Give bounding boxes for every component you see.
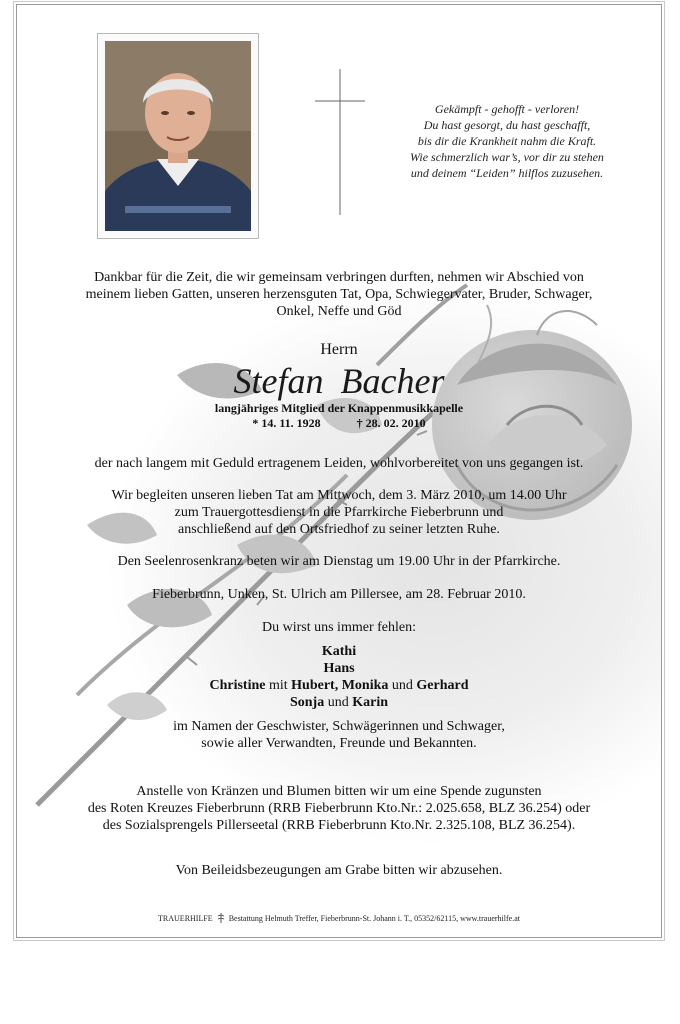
family-member: Kathi (321, 644, 357, 659)
intro-text: Dankbar für die Zeit, die wir gemeinsam verbringen durften, nehmen wir Abschied von meinem lieben Gatten, unseren herzensguten Tat, Opa, Schwiegervater, Bruder, Schwager, Onkel, Neffe und Göd (85, 270, 593, 319)
obituary-card (16, 4, 662, 938)
poem-line: Du hast gesorgt, du hast geschafft, (423, 118, 591, 132)
place-date: Fieberbrunn, Unken, St. Ulrich am Pillersee, am 28. Februar 2010. (152, 587, 526, 602)
family-member: Hans (323, 661, 355, 676)
poem-line: Gekämpft - gehofft - verloren! (434, 102, 580, 116)
membership-line: langjähriges Mitglied der Knappenmusikkapelle (214, 401, 464, 415)
footer-imprint (17, 913, 661, 924)
trauerhilfe-logo-icon (217, 913, 225, 923)
portrait-photo-frame (97, 33, 259, 239)
missed-text: Du wirst uns immer fehlen: (262, 620, 416, 635)
relatives-text: im Namen der Geschwister, Schwägerinnen und Schwager, sowie aller Verwandten, Freunde und Bekannten. (173, 719, 505, 751)
poem-line: bis dir die Krankheit nahm die Kraft. (417, 134, 597, 148)
death-date: † 28. 02. 2010 (356, 416, 426, 430)
donation-request: Anstelle von Kränzen und Blumen bitten wir um eine Spende zugunsten des Roten Kreuzes Fieberbrunn (RRB Fieberbrunn Kto.Nr.: 2.025.658, BLZ 36.254) oder des Sozialsprengels Pillerseetal (RRB Fieberbrunn Kto.Nr. 2.325.108, BLZ 36.254). (87, 784, 591, 833)
footer-text: Bestattung Helmuth Treffer, Fieberbrunn-St. Johann i. T., 05352/62115, www.trauerhilfe.at (228, 914, 520, 923)
condolence-note: Von Beileidsbezeugungen am Grabe bitten wir abzusehen. (175, 863, 503, 878)
salutation: Herrn (320, 341, 358, 358)
poem-line: Wie schmerzlich war’s, vor dir zu stehen (410, 150, 604, 164)
funeral-details: Wir begleiten unseren lieben Tat am Mittwoch, dem 3. März 2010, um 14.00 Uhr zum Trauergottesdienst in die Pfarrkirche Fieberbrunn und anschließend auf den Ortsfriedhof zu seiner letzten Ruhe. (111, 488, 567, 537)
family-line: Christine mit Hubert, Monika und Gerhard (209, 678, 469, 693)
cross-icon (315, 69, 365, 215)
memorial-poem (377, 101, 637, 181)
poem-line: und deinem “Leiden” hilflos zuzusehen. (410, 166, 604, 180)
portrait-photo (105, 41, 251, 231)
birth-date: * 14. 11. 1928 (252, 416, 321, 430)
rosary-text: Den Seelenrosenkranz beten wir am Dienstag um 19.00 Uhr in der Pfarrkirche. (117, 554, 561, 569)
family-list (17, 643, 661, 711)
deceased-name: Stefan Bacher (233, 361, 445, 401)
family-line: Sonja und Karin (289, 695, 388, 710)
passing-text: der nach langem mit Geduld ertragenem Leiden, wohlvorbereitet von uns gegangen ist. (94, 456, 584, 471)
footer-brand: TRAUERHILFE (158, 914, 213, 923)
life-dates (17, 416, 661, 431)
